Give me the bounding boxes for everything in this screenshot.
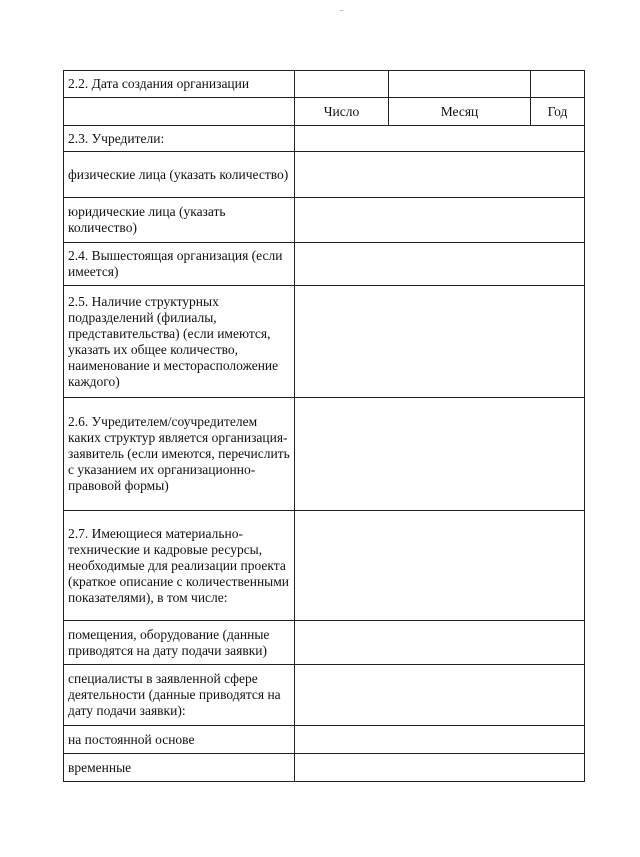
founders-label: 2.3. Учредители: [64, 126, 295, 152]
legal-entities-field[interactable] [295, 198, 585, 243]
founder-of-field[interactable] [295, 398, 585, 511]
subdivisions-field[interactable] [295, 286, 585, 398]
subdivisions-label: 2.5. Наличие структурных подразделений (филиалы, представительства) (если имеются, указать их общее количество, наименование и месторасположение каждого) [64, 286, 295, 398]
permanent-field[interactable] [295, 726, 585, 754]
row-temporary [64, 754, 585, 782]
year-header: Год [531, 98, 585, 126]
row-premises [64, 621, 585, 665]
premises-label: помещения, оборудование (данные приводятся на дату подачи заявки) [64, 621, 295, 665]
row-founding-date [64, 71, 585, 98]
legal-entities-label: юридические лица (указать количество) [64, 198, 295, 243]
row-date-headers [64, 98, 585, 126]
premises-field[interactable] [295, 621, 585, 665]
month-header: Месяц [389, 98, 531, 126]
founding-date-label: 2.2. Дата создания организации [64, 71, 295, 98]
month-field[interactable] [389, 71, 531, 98]
row-individuals [64, 152, 585, 198]
row-permanent [64, 726, 585, 754]
row-legal-entities [64, 198, 585, 243]
permanent-label: на постоянной основе [64, 726, 295, 754]
scan-mark [340, 10, 343, 11]
individuals-label: физические лица (указать количество) [64, 152, 295, 198]
row-parent-org [64, 243, 585, 286]
empty-label-cell [64, 98, 295, 126]
day-header: Число [295, 98, 389, 126]
resources-label: 2.7. Имеющиеся материально-технические и кадровые ресурсы, необходимые для реализации проекта (краткое описание с количественными показателями), в том числе: [64, 511, 295, 621]
row-specialists [64, 665, 585, 726]
row-subdivisions [64, 286, 585, 398]
parent-org-field[interactable] [295, 243, 585, 286]
specialists-field[interactable] [295, 665, 585, 726]
application-form-table [63, 70, 585, 782]
row-founders [64, 126, 585, 152]
resources-field[interactable] [295, 511, 585, 621]
specialists-label: специалисты в заявленной сфере деятельности (данные приводятся на дату подачи заявки): [64, 665, 295, 726]
row-resources [64, 511, 585, 621]
year-field[interactable] [531, 71, 585, 98]
row-founder-of [64, 398, 585, 511]
day-field[interactable] [295, 71, 389, 98]
parent-org-label: 2.4. Вышестоящая организация (если имеется) [64, 243, 295, 286]
founders-field[interactable] [295, 126, 585, 152]
individuals-field[interactable] [295, 152, 585, 198]
founder-of-label: 2.6. Учредителем/соучредителем каких структур является организация-заявитель (если имеются, перечислить с указанием их организационно-правовой формы) [64, 398, 295, 511]
temporary-field[interactable] [295, 754, 585, 782]
temporary-label: временные [64, 754, 295, 782]
